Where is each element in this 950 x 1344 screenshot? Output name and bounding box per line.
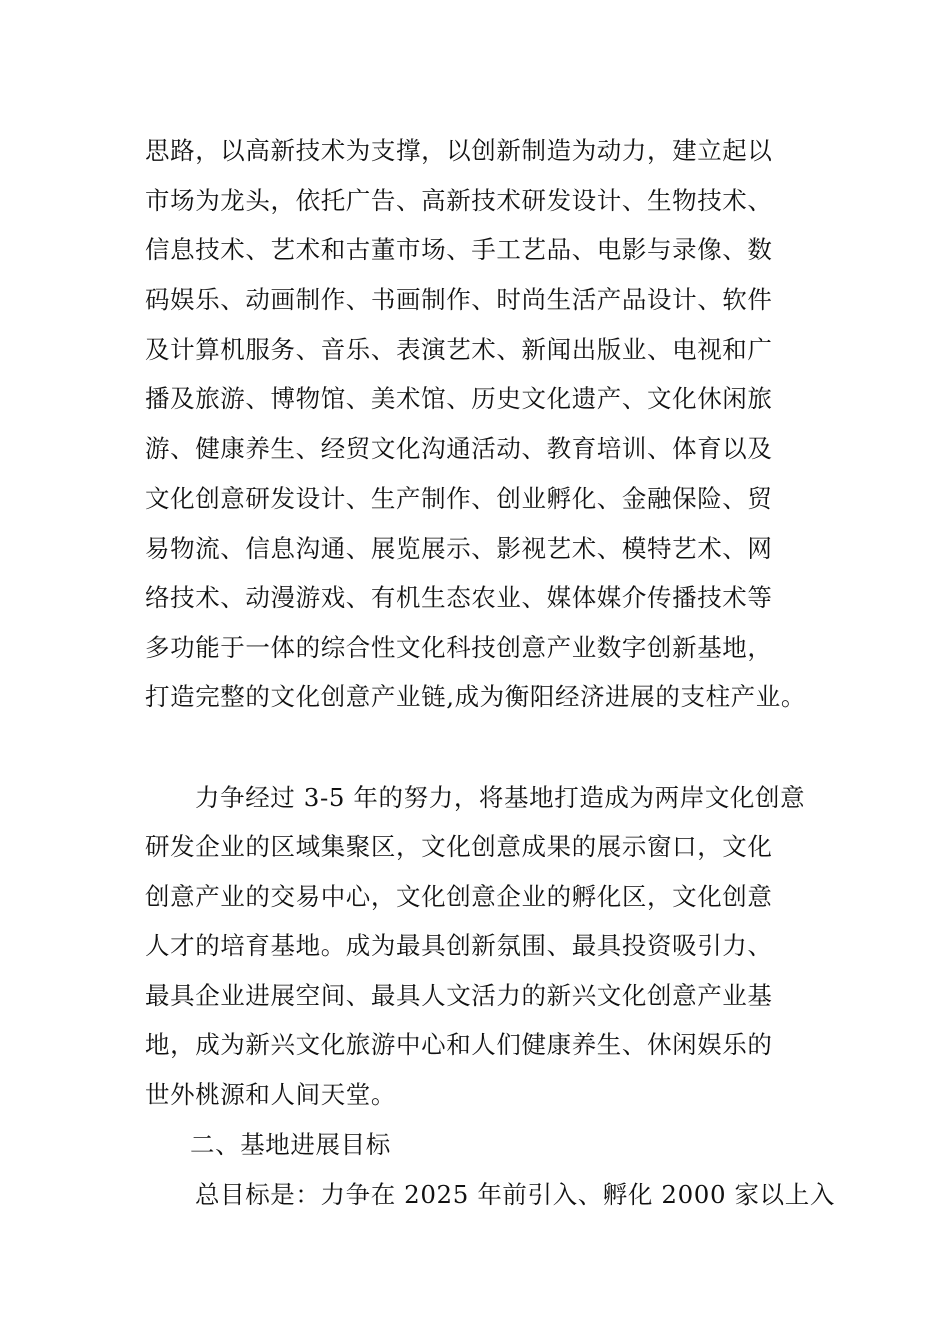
paragraph-2-line-5: 最具企业进展空间、最具人文活力的新兴文化创意产业基 bbox=[145, 981, 773, 1010]
paragraph-1-line-10: 络技术、动漫游戏、有机生态农业、媒体媒介传播技术等 bbox=[145, 583, 773, 612]
paragraph-1-line-9: 易物流、信息沟通、展览展示、影视艺术、模特艺术、网 bbox=[145, 534, 773, 563]
paragraph-1-line-4: 码娱乐、动画制作、书画制作、时尚生活产品设计、软件 bbox=[145, 285, 773, 314]
paragraph-1-line-2: 市场为龙头，依托广告、高新技术研发设计、生物技术、 bbox=[145, 186, 773, 215]
paragraph-1-line-7: 游、健康养生、经贸文化沟通活动、教育培训、体育以及 bbox=[145, 434, 773, 463]
paragraph-2-line-3: 创意产业的交易中心，文化创意企业的孵化区，文化创意 bbox=[145, 882, 773, 911]
paragraph-1-line-1: 思路，以高新技术为支撑，以创新制造为动力，建立起以 bbox=[145, 136, 773, 165]
paragraph-2-line-7: 世外桃源和人间天堂。 bbox=[145, 1080, 396, 1109]
paragraph-2-line-2: 研发企业的区域集聚区，文化创意成果的展示窗口，文化 bbox=[145, 832, 773, 861]
paragraph-1-line-12: 打造完整的文化创意产业链,成为衡阳经济进展的支柱产业。 bbox=[145, 682, 806, 711]
paragraph-3-line-1: 总目标是：力争在 2025 年前引入、孵化 2000 家以上入 bbox=[195, 1180, 835, 1209]
paragraph-2-line-4: 人才的培育基地。成为最具创新氛围、最具投资吸引力、 bbox=[145, 931, 773, 960]
section-heading: 二、基地进展目标 bbox=[190, 1130, 391, 1159]
paragraph-1-line-6: 播及旅游、博物馆、美术馆、历史文化遗产、文化休闲旅 bbox=[145, 384, 773, 413]
paragraph-1-line-8: 文化创意研发设计、生产制作、创业孵化、金融保险、贸 bbox=[145, 484, 773, 513]
paragraph-2-line-1: 力争经过 3-5 年的努力，将基地打造成为两岸文化创意 bbox=[195, 783, 806, 812]
paragraph-1-line-3: 信息技术、艺术和古董市场、手工艺品、电影与录像、数 bbox=[145, 235, 773, 264]
paragraph-2-line-6: 地，成为新兴文化旅游中心和人们健康养生、休闲娱乐的 bbox=[145, 1030, 773, 1059]
paragraph-1-line-11: 多功能于一体的综合性文化科技创意产业数字创新基地， bbox=[145, 633, 773, 662]
paragraph-1-line-5: 及计算机服务、音乐、表演艺术、新闻出版业、电视和广 bbox=[145, 335, 773, 364]
